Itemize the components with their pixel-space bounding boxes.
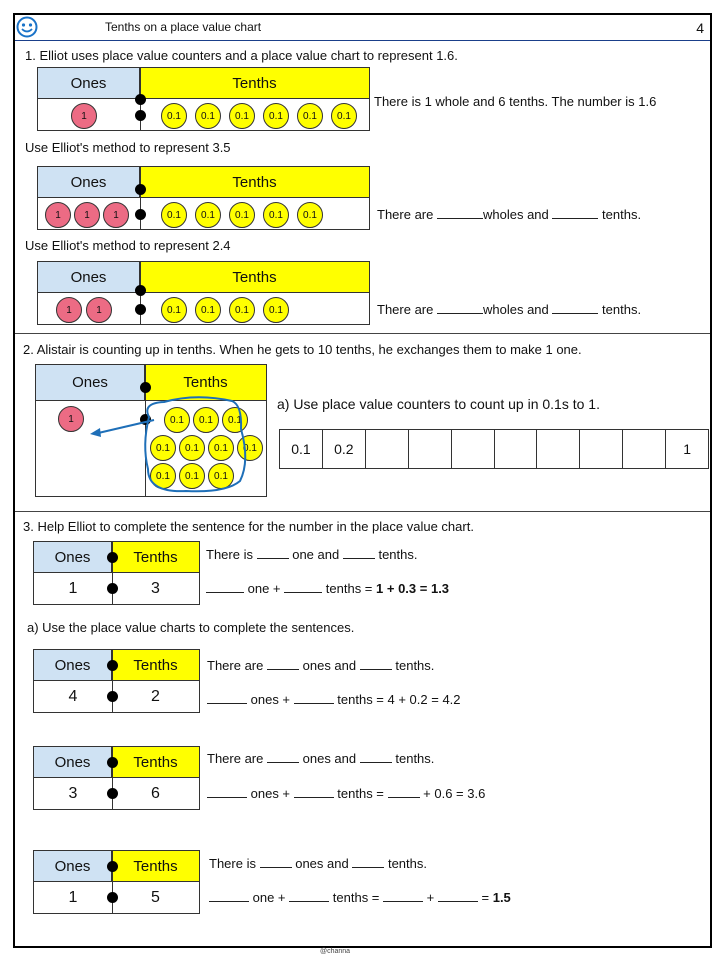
answer-blank[interactable] — [352, 857, 384, 868]
sentence-text: There is — [206, 547, 253, 562]
smiley-logo-icon — [16, 16, 38, 38]
q3-chart-b — [33, 746, 200, 810]
tenth-counter: 0.1 — [263, 103, 289, 129]
answer-blank[interactable] — [267, 752, 299, 763]
tenth-counter: 0.1 — [331, 103, 357, 129]
strip-cell[interactable] — [366, 430, 409, 468]
sentence-text: There are — [377, 302, 434, 317]
strip-cell[interactable] — [623, 430, 666, 468]
q1-task-b: Use Elliot's method to represent 3.5 — [25, 140, 231, 155]
q1-sentence-b — [377, 207, 641, 222]
q3-b-line2 — [207, 786, 485, 801]
answer-blank[interactable] — [438, 891, 478, 902]
sentence-text: tenths. — [395, 751, 435, 766]
tenths-header: Tenths — [112, 542, 199, 573]
sentence-text: wholes and — [483, 207, 549, 222]
tenth-counter: 0.1 — [297, 103, 323, 129]
tenth-counter: 0.1 — [179, 463, 205, 489]
sentence-text: + — [426, 890, 435, 905]
strip-cell[interactable] — [537, 430, 580, 468]
ones-header: Ones — [38, 167, 140, 198]
tenth-counter: 0.1 — [195, 202, 221, 228]
q2-prompt: 2. Alistair is counting up in tenths. When he gets to 10 tenths, he exchanges them to make 1 one. — [23, 342, 582, 357]
one-counter: 1 — [103, 202, 129, 228]
decimal-point — [107, 757, 118, 768]
tenth-counter: 0.1 — [161, 297, 187, 323]
answer-blank[interactable] — [257, 548, 289, 559]
strip-cell: 1 — [683, 441, 691, 457]
decimal-point — [135, 184, 146, 195]
ones-counters — [71, 103, 97, 129]
tenths-header: Tenths — [112, 747, 199, 778]
sentence-text: ones + — [250, 786, 291, 801]
tenths-value: 2 — [151, 688, 160, 705]
q1-chart-a — [37, 67, 370, 131]
answer-blank[interactable] — [260, 857, 292, 868]
tenths-value: 6 — [151, 785, 160, 802]
tenths-header: Tenths — [140, 262, 369, 293]
sentence-text: one and — [292, 547, 340, 562]
tenth-counter: 0.1 — [229, 202, 255, 228]
tenth-counter: 0.1 — [208, 463, 234, 489]
sentence-text: one + — [252, 890, 286, 905]
answer-blank[interactable] — [343, 548, 375, 559]
tenths-header: Tenths — [145, 365, 266, 401]
tenth-counter: 0.1 — [195, 297, 221, 323]
q2-chart — [35, 364, 267, 497]
strip-cell[interactable] — [580, 430, 623, 468]
answer-blank[interactable] — [552, 303, 598, 314]
tenth-counter: 0.1 — [179, 435, 205, 461]
decimal-point — [135, 304, 146, 315]
ones-counters — [56, 297, 112, 323]
q2-task: a) Use place value counters to count up in 0.1s to 1. — [277, 396, 600, 412]
q3-example-line1 — [206, 547, 418, 562]
decimal-point — [135, 209, 146, 220]
counting-strip — [279, 429, 709, 469]
tenth-counter: 0.1 — [229, 297, 255, 323]
sentence-text: ones and — [295, 856, 349, 871]
tenths-header: Tenths — [112, 851, 199, 882]
sentence-text: ones and — [302, 751, 357, 766]
ones-header: Ones — [38, 68, 140, 99]
one-counter: 1 — [71, 103, 97, 129]
ones-value: 4 — [68, 688, 78, 705]
tenths-value: 5 — [151, 889, 160, 906]
sentence-text: ones + — [250, 692, 291, 707]
worksheet-page — [13, 13, 712, 948]
strip-cell: 0.1 — [280, 430, 323, 468]
footer-credit: @channa — [320, 948, 351, 955]
sentence-text: There are — [377, 207, 434, 222]
answer-blank[interactable] — [207, 693, 247, 704]
sentence-text: tenths. — [602, 207, 642, 222]
tenth-counter: 0.1 — [150, 435, 176, 461]
sentence-text: tenths = — [332, 890, 380, 905]
tenth-counter: 0.1 — [193, 407, 219, 433]
page-number: 4 — [696, 20, 704, 36]
sentence-text: tenths. — [387, 856, 427, 871]
answer-blank[interactable] — [267, 659, 299, 670]
answer-blank[interactable] — [206, 582, 244, 593]
tenth-counter: 0.1 — [195, 103, 221, 129]
strip-cell[interactable] — [409, 430, 452, 468]
ones-header: Ones — [34, 851, 112, 882]
q1-task-c: Use Elliot's method to represent 2.4 — [25, 238, 231, 253]
tenths-counters — [161, 103, 357, 129]
equation-result: 1 + 0.3 = 1.3 — [376, 581, 450, 596]
strip-cell[interactable] — [452, 430, 495, 468]
answer-blank[interactable] — [209, 891, 249, 902]
tenth-counter: 0.1 — [150, 463, 176, 489]
one-counter: 1 — [74, 202, 100, 228]
tenth-counter: 0.1 — [164, 407, 190, 433]
ones-header: Ones — [36, 365, 145, 401]
q1-sentence-c — [377, 302, 641, 317]
ones-value: 1 — [68, 889, 78, 906]
section-divider — [15, 333, 710, 334]
answer-blank[interactable] — [388, 787, 420, 798]
sentence-text: tenths. — [602, 302, 642, 317]
decimal-point — [107, 660, 118, 671]
answer-blank[interactable] — [294, 693, 334, 704]
tenth-counter: 0.1 — [161, 103, 187, 129]
sentence-text: There are — [207, 658, 264, 673]
sentence-text: tenths = — [325, 581, 373, 596]
section-divider — [15, 511, 710, 512]
ones-header: Ones — [38, 262, 140, 293]
page-title: Tenths on a place value chart — [105, 20, 262, 34]
q3-b-line1 — [207, 751, 434, 766]
q3-chart-a — [33, 649, 200, 713]
answer-blank[interactable] — [383, 891, 423, 902]
answer-blank[interactable] — [207, 787, 247, 798]
decimal-point — [135, 285, 146, 296]
tenth-counter: 0.1 — [263, 297, 289, 323]
sentence-text: one + — [247, 581, 281, 596]
answer-blank[interactable] — [437, 303, 483, 314]
decimal-point — [135, 110, 146, 121]
ones-header: Ones — [34, 542, 112, 573]
tenths-counters — [161, 297, 289, 323]
answer-blank[interactable] — [289, 891, 329, 902]
tenths-counters — [161, 202, 323, 228]
tenths-value: 3 — [151, 580, 160, 597]
ones-counters — [45, 202, 129, 228]
tenth-counter: 0.1 — [297, 202, 323, 228]
tenth-counter: 0.1 — [161, 202, 187, 228]
q3-task: a) Use the place value charts to complete the sentences. — [27, 620, 355, 635]
ones-value: 3 — [68, 785, 78, 802]
sentence-text: tenths. — [395, 658, 435, 673]
sentence-text: tenths = 4 + 0.2 = 4.2 — [337, 692, 461, 707]
q3-chart-example — [33, 541, 200, 605]
ones-value: 1 — [68, 580, 78, 597]
tenths-header: Tenths — [140, 167, 369, 198]
decimal-point — [107, 552, 118, 563]
answer-blank[interactable] — [552, 208, 598, 219]
q1-chart-c — [37, 261, 370, 325]
ones-header: Ones — [34, 747, 112, 778]
tenth-counter: 0.1 — [229, 103, 255, 129]
one-counter: 1 — [45, 202, 71, 228]
exchange-arrow-icon — [36, 365, 268, 498]
q3-c-line1 — [209, 856, 427, 871]
strip-cell[interactable] — [495, 430, 538, 468]
q1-chart-b — [37, 166, 370, 230]
ones-header: Ones — [34, 650, 112, 681]
sentence-text: tenths. — [378, 547, 418, 562]
one-counter: 1 — [86, 297, 112, 323]
q3-chart-c — [33, 850, 200, 914]
tenths-header: Tenths — [140, 68, 369, 99]
tenth-counter: 0.1 — [208, 435, 234, 461]
answer-blank[interactable] — [360, 752, 392, 763]
q1-example-sentence: There is 1 whole and 6 tenths. The number is 1.6 — [374, 94, 657, 109]
answer-blank[interactable] — [284, 582, 322, 593]
tenth-counter: 0.1 — [222, 407, 248, 433]
sentence-text: There is — [209, 856, 256, 871]
equation-result: 1.5 — [492, 890, 511, 905]
tenth-counter: 0.1 — [237, 435, 263, 461]
strip-cell: 0.2 — [323, 430, 366, 468]
q3-a-line2 — [207, 692, 461, 707]
answer-blank[interactable] — [294, 787, 334, 798]
sentence-text: ones and — [302, 658, 357, 673]
q1-prompt: 1. Elliot uses place value counters and a place value chart to represent 1.6. — [25, 48, 458, 63]
q3-c-line2 — [209, 890, 511, 905]
tenth-counter: 0.1 — [263, 202, 289, 228]
one-counter: 1 — [58, 406, 84, 432]
one-counter: 1 — [56, 297, 82, 323]
q3-a-line1 — [207, 658, 434, 673]
tenths-header: Tenths — [112, 650, 199, 681]
q3-prompt: 3. Help Elliot to complete the sentence for the number in the place value chart. — [23, 519, 474, 534]
sentence-text: wholes and — [483, 302, 549, 317]
answer-blank[interactable] — [437, 208, 483, 219]
q3-example-line2 — [206, 581, 449, 596]
header-divider — [15, 40, 710, 41]
decimal-point — [135, 94, 146, 105]
sentence-text: tenths = — [337, 786, 384, 801]
sentence-text: = — [481, 890, 490, 905]
answer-blank[interactable] — [360, 659, 392, 670]
sentence-text: There are — [207, 751, 264, 766]
decimal-point — [107, 861, 118, 872]
sentence-text: + 0.6 = 3.6 — [423, 786, 486, 801]
